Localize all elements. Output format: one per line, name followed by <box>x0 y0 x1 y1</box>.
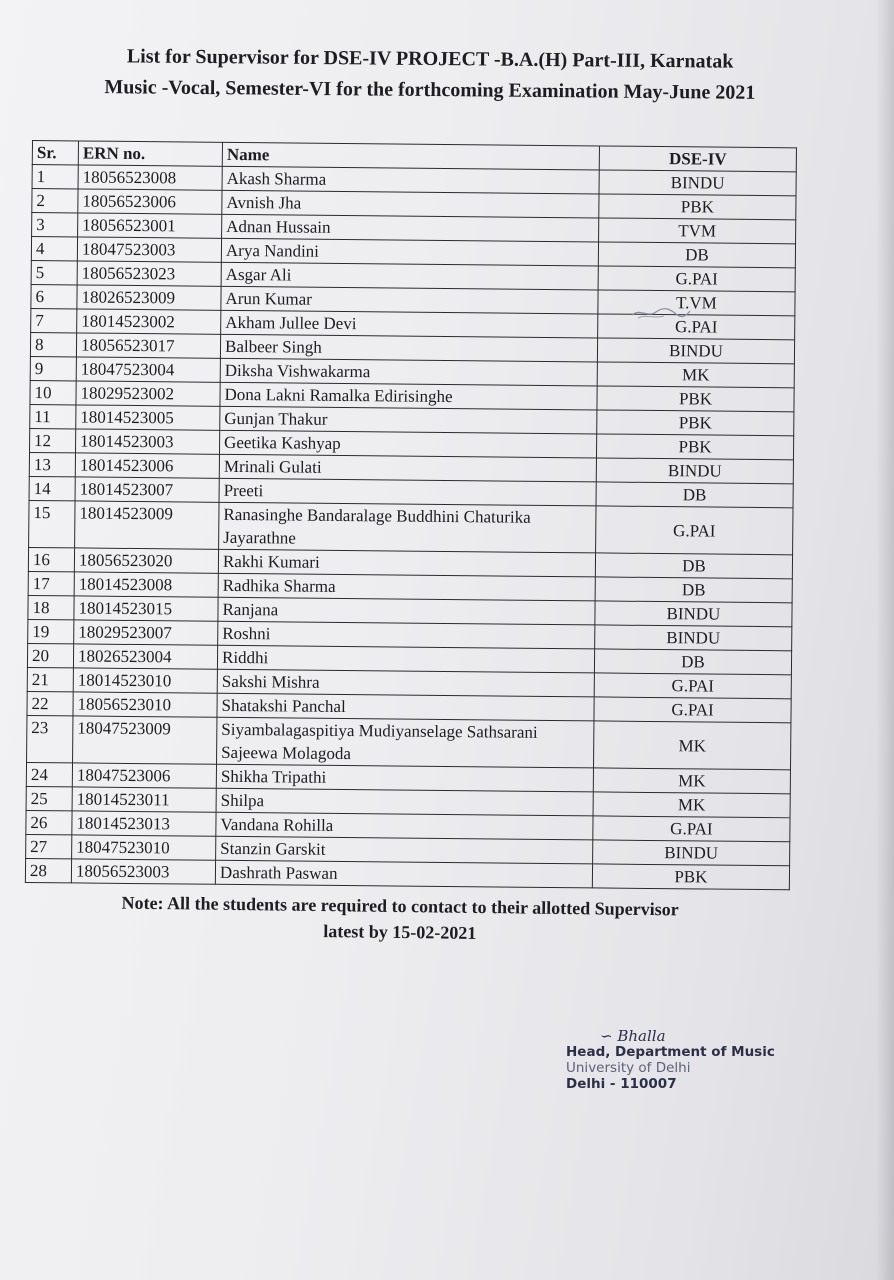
cell-supervisor: G.PAI <box>594 697 791 723</box>
cell-sr: 4 <box>31 237 77 261</box>
cell-supervisor: G.PAI <box>593 816 790 842</box>
cell-name: Sakshi Mishra <box>217 669 594 697</box>
title-line-2: Music -Vocal, Semester-VI for the forthcoming Examination May-June 2021 <box>104 76 756 104</box>
cell-ern: 18056523020 <box>74 548 218 573</box>
signature-flourish-icon: ∽ <box>600 1027 613 1045</box>
header-name: Name <box>222 142 599 170</box>
cell-supervisor: BINDU <box>593 840 790 866</box>
cell-sr: 19 <box>28 619 74 643</box>
cell-ern: 18014523003 <box>75 429 219 454</box>
table-row <box>27 715 791 769</box>
cell-supervisor: PBK <box>596 434 793 460</box>
cell-ern: 18047523009 <box>73 716 217 764</box>
cell-name: Shatakshi Panchal <box>217 693 594 721</box>
cell-supervisor: PBK <box>592 864 789 890</box>
cell-sr: 1 <box>32 165 78 189</box>
cell-supervisor: PBK <box>597 386 794 412</box>
cell-sr: 25 <box>26 786 72 810</box>
cell-sr: 28 <box>25 858 71 882</box>
cell-name: Gunjan Thakur <box>220 406 597 434</box>
cell-supervisor: PBK <box>597 410 794 436</box>
cell-name: Arun Kumar <box>221 286 598 314</box>
cell-name: Balbeer Singh <box>220 334 597 362</box>
cell-name: Roshni <box>218 621 595 649</box>
cell-sr: 27 <box>26 834 72 858</box>
cell-name: Arya Nandini <box>221 238 598 266</box>
cell-sr: 10 <box>30 380 76 404</box>
cell-sr: 14 <box>29 476 75 500</box>
cell-sr: 9 <box>30 356 76 380</box>
cell-name: Dashrath Paswan <box>215 860 592 888</box>
title-line-1: List for Supervisor for DSE-IV PROJECT -B.A.(H) Part-III, Karnatak <box>126 45 734 73</box>
cell-sr: 15 <box>29 500 75 547</box>
cell-supervisor: TVM <box>599 218 796 244</box>
cell-sr: 18 <box>28 595 74 619</box>
cell-supervisor: G.PAI <box>594 673 791 699</box>
cell-supervisor: DB <box>595 553 792 579</box>
cell-name: Siyambalagaspitiya Mudiyanselage Sathsarani Sajeewa Molagoda <box>217 717 594 768</box>
cell-ern: 18026523009 <box>77 285 221 310</box>
cell-ern: 18056523010 <box>73 692 217 717</box>
cell-name: Stanzin Garskit <box>216 836 593 864</box>
cell-sr: 8 <box>30 332 76 356</box>
signature <box>566 1028 806 1044</box>
cell-sr: 3 <box>32 213 78 237</box>
cell-ern: 18047523010 <box>72 835 216 860</box>
cell-ern: 18026523004 <box>73 644 217 669</box>
cell-name: Preeti <box>219 478 596 506</box>
cell-name: Dona Lakni Ramalka Edirisinghe <box>220 382 597 410</box>
cell-sr: 13 <box>29 452 75 476</box>
cell-sr: 24 <box>26 762 72 786</box>
cell-supervisor: MK <box>593 721 790 770</box>
cell-ern: 18014523009 <box>75 501 219 549</box>
cell-name: Adnan Hussain <box>222 214 599 242</box>
cell-name: Asgar Ali <box>221 262 598 290</box>
cell-supervisor: DB <box>598 242 795 268</box>
cell-supervisor: DB <box>594 649 791 675</box>
cell-name: Akash Sharma <box>222 166 599 194</box>
cell-name: Avnish Jha <box>222 190 599 218</box>
cell-name: Vandana Rohilla <box>216 812 593 840</box>
cell-name: Ranasinghe Bandaralage Buddhini Chaturika Jayarathne <box>219 502 596 553</box>
ink-scribble-mark <box>630 306 692 320</box>
cell-supervisor: DB <box>595 577 792 603</box>
cell-supervisor: MK <box>593 792 790 818</box>
cell-name: Rakhi Kumari <box>218 549 595 577</box>
cell-sr: 5 <box>31 260 77 284</box>
cell-name: Akham Jullee Devi <box>221 310 598 338</box>
note-line-1: Note: All the students are required to contact to their allotted Supervisor <box>121 892 679 920</box>
cell-sr: 21 <box>27 667 73 691</box>
cell-ern: 18014523005 <box>76 405 220 430</box>
supervisor-table-wrapper <box>25 140 796 890</box>
cell-ern: 18014523002 <box>77 309 221 334</box>
cell-sr: 23 <box>27 715 73 762</box>
cell-sr: 16 <box>28 547 74 571</box>
cell-ern: 18014523007 <box>75 477 219 502</box>
cell-supervisor: BINDU <box>597 338 794 364</box>
cell-name: Riddhi <box>217 645 594 673</box>
cell-ern: 18047523006 <box>72 763 216 788</box>
page-edge-shadow <box>876 0 894 1280</box>
cell-ern: 18014523008 <box>74 572 218 597</box>
cell-name: Radhika Sharma <box>218 573 595 601</box>
table-row <box>29 500 793 554</box>
cell-sr: 2 <box>32 189 78 213</box>
cell-ern: 18014523006 <box>75 453 219 478</box>
cell-ern: 18056523001 <box>78 213 222 238</box>
cell-sr: 17 <box>28 571 74 595</box>
cell-name: Diksha Vishwakarma <box>220 358 597 386</box>
cell-sr: 6 <box>31 284 77 308</box>
cell-supervisor: MK <box>593 768 790 794</box>
cell-supervisor: G.PAI <box>596 506 793 555</box>
cell-ern: 18014523011 <box>72 787 216 812</box>
cell-name: Ranjana <box>218 597 595 625</box>
cell-name: Mrinali Gulati <box>219 454 596 482</box>
cell-sr: 26 <box>26 810 72 834</box>
cell-sr: 22 <box>27 691 73 715</box>
cell-supervisor: T.VM <box>598 290 795 316</box>
cell-ern: 18014523015 <box>74 596 218 621</box>
table-body <box>25 165 796 890</box>
cell-ern: 18029523007 <box>74 620 218 645</box>
cell-supervisor: G.PAI <box>598 266 795 292</box>
signature-address: Delhi - 110007 <box>566 1076 677 1092</box>
cell-name: Shilpa <box>216 788 593 816</box>
cell-sr: 7 <box>31 308 77 332</box>
signature-university: University of Delhi <box>566 1060 691 1076</box>
cell-supervisor: BINDU <box>595 625 792 651</box>
cell-ern: 18029523002 <box>76 381 220 406</box>
document-title <box>30 41 831 110</box>
cell-sr: 20 <box>27 643 73 667</box>
cell-supervisor: PBK <box>599 194 796 220</box>
signature-designation: Head, Department of Music <box>566 1044 775 1060</box>
signature-block <box>566 1028 806 1092</box>
cell-ern: 18056523008 <box>78 165 222 190</box>
cell-supervisor: G.PAI <box>598 314 795 340</box>
header-ern: ERN no. <box>78 141 222 166</box>
header-sr: Sr. <box>32 141 78 165</box>
cell-ern: 18047523003 <box>77 237 221 262</box>
supervisor-table <box>25 140 797 890</box>
cell-name: Geetika Kashyap <box>219 430 596 458</box>
cell-name: Shikha Tripathi <box>216 764 593 792</box>
cell-supervisor: MK <box>597 362 794 388</box>
cell-ern: 18047523004 <box>76 357 220 382</box>
cell-supervisor: BINDU <box>595 601 792 627</box>
cell-ern: 18014523013 <box>72 811 216 836</box>
cell-ern: 18056523017 <box>76 333 220 358</box>
cell-supervisor: BINDU <box>596 458 793 484</box>
cell-ern: 18056523023 <box>77 261 221 286</box>
cell-sr: 11 <box>30 404 76 428</box>
cell-supervisor: BINDU <box>599 170 796 196</box>
note-line-2: latest by 15-02-2021 <box>323 921 477 943</box>
signature-name: Bhalla <box>617 1027 666 1045</box>
cell-ern: 18014523010 <box>73 668 217 693</box>
cell-supervisor: DB <box>596 482 793 508</box>
header-supervisor: DSE-IV <box>599 146 796 172</box>
cell-sr: 12 <box>30 428 76 452</box>
note-text <box>50 889 751 950</box>
cell-ern: 18056523006 <box>78 189 222 214</box>
cell-ern: 18056523003 <box>71 859 215 884</box>
